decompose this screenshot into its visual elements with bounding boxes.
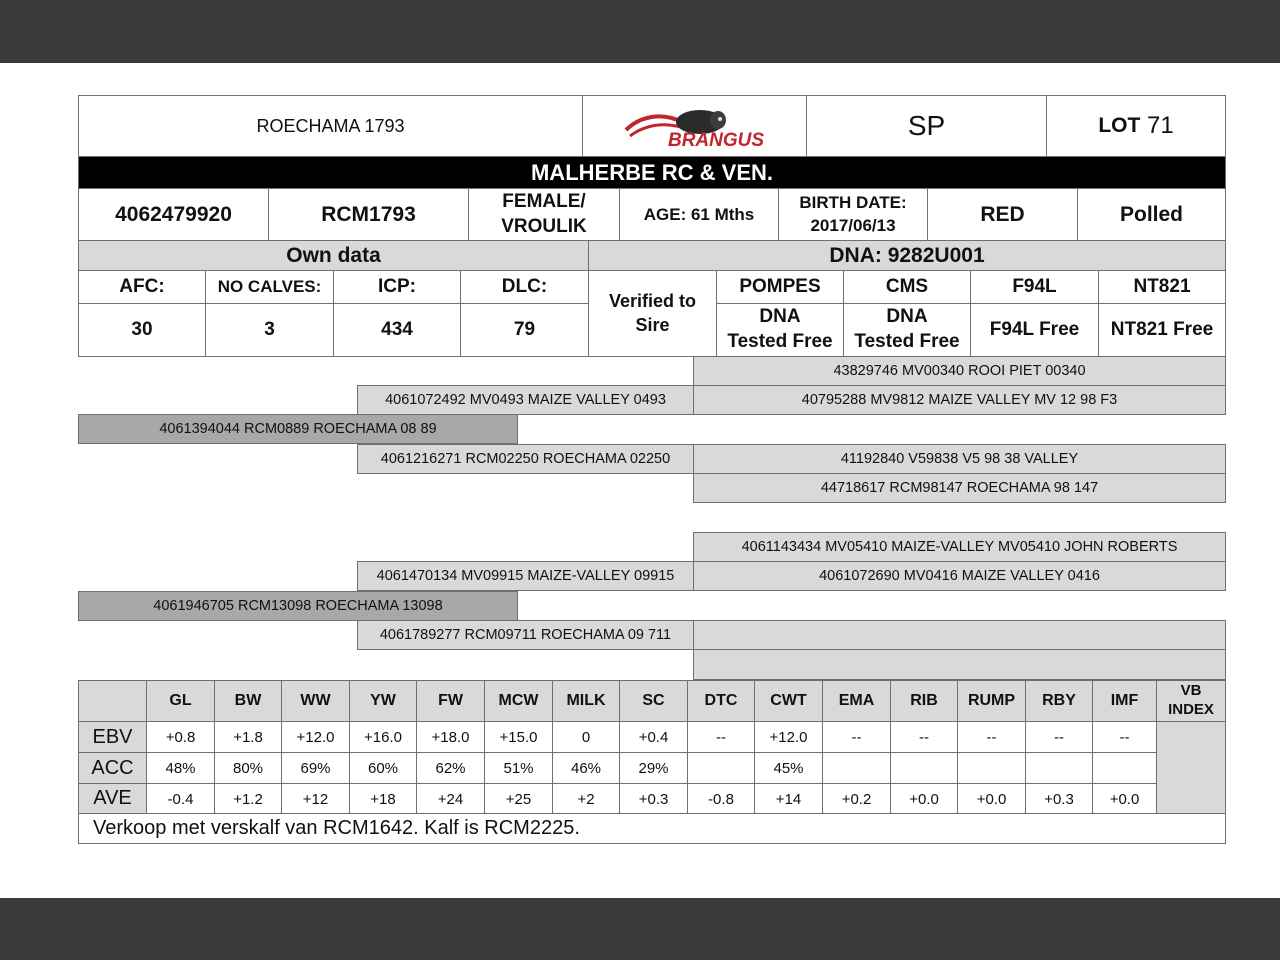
ebv-cell: -0.8 (687, 783, 755, 815)
own-data-value: 79 (460, 303, 589, 357)
pedigree-sire-dam: 4061216271 RCM02250 ROECHAMA 02250 (357, 444, 694, 474)
colour: RED (927, 188, 1078, 241)
ebv-column-header: FW (416, 680, 485, 722)
dna-test-name: CMS (843, 270, 971, 304)
pedigree-dam-dam: 4061789277 RCM09711 ROECHAMA 09 711 (357, 620, 694, 650)
ebv-column-header: YW (349, 680, 417, 722)
ebv-cell: -- (957, 721, 1026, 754)
ebv-column-header: RIB (890, 680, 958, 722)
ebv-cell: 80% (214, 752, 282, 785)
ebv-column-header: IMF (1092, 680, 1157, 722)
own-data-header: ICP: (333, 270, 461, 304)
bottom-bar (0, 898, 1280, 960)
ebv-row-label: ACC (78, 752, 147, 784)
pedigree-dam-dam-dam (693, 649, 1226, 680)
verified-to-sire: Verified to Sire (588, 270, 717, 357)
pedigree-sire: 4061394044 RCM0889 ROECHAMA 08 89 (78, 414, 518, 444)
ebv-cell: +0.0 (890, 783, 958, 815)
top-bar (0, 0, 1280, 63)
ebv-cell: +12.0 (754, 721, 823, 754)
ebv-cell: +1.8 (214, 721, 282, 754)
ebv-cell: 51% (484, 752, 553, 785)
ebv-cell: -- (1025, 721, 1093, 754)
age: AGE: 61 Mths (619, 188, 779, 241)
ebv-cell: 45% (754, 752, 823, 785)
ebv-cell: +14 (754, 783, 823, 815)
ebv-column-header: RUMP (957, 680, 1026, 722)
ebv-column-header: SC (619, 680, 688, 722)
dna-test-name: NT821 (1098, 270, 1226, 304)
dna-test-result: NT821 Free (1098, 303, 1226, 357)
svg-text:BRANGUS: BRANGUS (667, 130, 764, 151)
dna-test-result: DNA Tested Free (843, 303, 971, 357)
ebv-corner (78, 680, 147, 722)
ebv-column-header: EMA (822, 680, 891, 722)
vb-index-header: VB INDEX (1156, 680, 1226, 722)
ebv-cell: -- (687, 721, 755, 754)
ebv-cell: 48% (146, 752, 215, 785)
dna-test-result: DNA Tested Free (716, 303, 844, 357)
ebv-row-label: AVE (78, 783, 147, 814)
ebv-row-label: EBV (78, 721, 147, 753)
brangus-logo (582, 95, 807, 157)
pedigree-dam-sire-dam: 4061072690 MV0416 MAIZE VALLEY 0416 (693, 561, 1226, 591)
ebv-cell: +0.8 (146, 721, 215, 754)
reg-number: 4062479920 (78, 188, 269, 241)
ebv-cell: +12.0 (281, 721, 350, 754)
own-data-header: DLC: (460, 270, 589, 304)
ebv-cell: 46% (552, 752, 620, 785)
ebv-cell: +16.0 (349, 721, 417, 754)
ebv-cell (957, 752, 1026, 785)
ebv-cell: -0.4 (146, 783, 215, 815)
own-data-header: NO CALVES: (205, 270, 334, 304)
ebv-column-header: MILK (552, 680, 620, 722)
pedigree-dam: 4061946705 RCM13098 ROECHAMA 13098 (78, 591, 518, 621)
ebv-cell (1092, 752, 1157, 785)
ebv-cell: +0.0 (957, 783, 1026, 815)
own-data-title: Own data (78, 240, 589, 271)
ebv-cell: +0.2 (822, 783, 891, 815)
ebv-cell: 0 (552, 721, 620, 754)
ebv-cell: -- (822, 721, 891, 754)
pedigree-sire-sire-sire: 43829746 MV00340 ROOI PIET 00340 (693, 356, 1226, 386)
ebv-cell (890, 752, 958, 785)
pedigree-sire-sire: 4061072492 MV0493 MAIZE VALLEY 0493 (357, 385, 694, 415)
dna-test-name: POMPES (716, 270, 844, 304)
vb-index-value (1156, 721, 1226, 814)
ebv-column-header: RBY (1025, 680, 1093, 722)
ebv-cell: +25 (484, 783, 553, 815)
grade: SP (806, 95, 1047, 157)
ebv-cell: +12 (281, 783, 350, 815)
dna-test-name: F94L (970, 270, 1099, 304)
ebv-cell: +18.0 (416, 721, 485, 754)
own-data-header: AFC: (78, 270, 206, 304)
ebv-cell: +0.3 (619, 783, 688, 815)
ebv-column-header: WW (281, 680, 350, 722)
horn-status: Polled (1077, 188, 1226, 241)
ebv-cell (687, 752, 755, 785)
own-data-value: 30 (78, 303, 206, 357)
ebv-cell: +24 (416, 783, 485, 815)
own-data-value: 3 (205, 303, 334, 357)
dna-title: DNA: 9282U001 (588, 240, 1226, 271)
pedigree-sire-dam-dam: 44718617 RCM98147 ROECHAMA 98 147 (693, 473, 1226, 503)
ebv-column-header: DTC (687, 680, 755, 722)
ebv-cell: +0.4 (619, 721, 688, 754)
ebv-cell: +0.0 (1092, 783, 1157, 815)
ebv-cell: 29% (619, 752, 688, 785)
birth-date: BIRTH DATE: 2017/06/13 (778, 188, 928, 241)
owner-banner: MALHERBE RC & VEN. (78, 156, 1226, 189)
pedigree-dam-dam-sire (693, 620, 1226, 650)
ebv-column-header: BW (214, 680, 282, 722)
sex: FEMALE/ VROULIK (468, 188, 620, 241)
ebv-cell: 62% (416, 752, 485, 785)
lot: LOT 71 (1046, 95, 1226, 157)
animal-id: RCM1793 (268, 188, 469, 241)
animal-name: ROECHAMA 1793 (78, 95, 583, 157)
ebv-cell: 60% (349, 752, 417, 785)
remarks: Verkoop met verskalf van RCM1642. Kalf is RCM2225. (78, 813, 1226, 844)
ebv-cell: -- (890, 721, 958, 754)
ebv-cell: +0.3 (1025, 783, 1093, 815)
ebv-cell: 69% (281, 752, 350, 785)
ebv-cell: +1.2 (214, 783, 282, 815)
pedigree-dam-sire-sire: 4061143434 MV05410 MAIZE-VALLEY MV05410 JOHN ROBERTS (693, 532, 1226, 562)
ebv-cell: -- (1092, 721, 1157, 754)
brangus-logo-icon (620, 100, 770, 152)
ebv-column-header: MCW (484, 680, 553, 722)
ebv-column-header: GL (146, 680, 215, 722)
own-data-value: 434 (333, 303, 461, 357)
ebv-cell (822, 752, 891, 785)
pedigree-sire-sire-dam: 40795288 MV9812 MAIZE VALLEY MV 12 98 F3 (693, 385, 1226, 415)
ebv-cell (1025, 752, 1093, 785)
ebv-cell: +18 (349, 783, 417, 815)
dna-test-result: F94L Free (970, 303, 1099, 357)
pedigree-dam-sire: 4061470134 MV09915 MAIZE-VALLEY 09915 (357, 561, 694, 591)
ebv-cell: +2 (552, 783, 620, 815)
ebv-column-header: CWT (754, 680, 823, 722)
pedigree-sire-dam-sire: 41192840 V59838 V5 98 38 VALLEY (693, 444, 1226, 474)
ebv-cell: +15.0 (484, 721, 553, 754)
